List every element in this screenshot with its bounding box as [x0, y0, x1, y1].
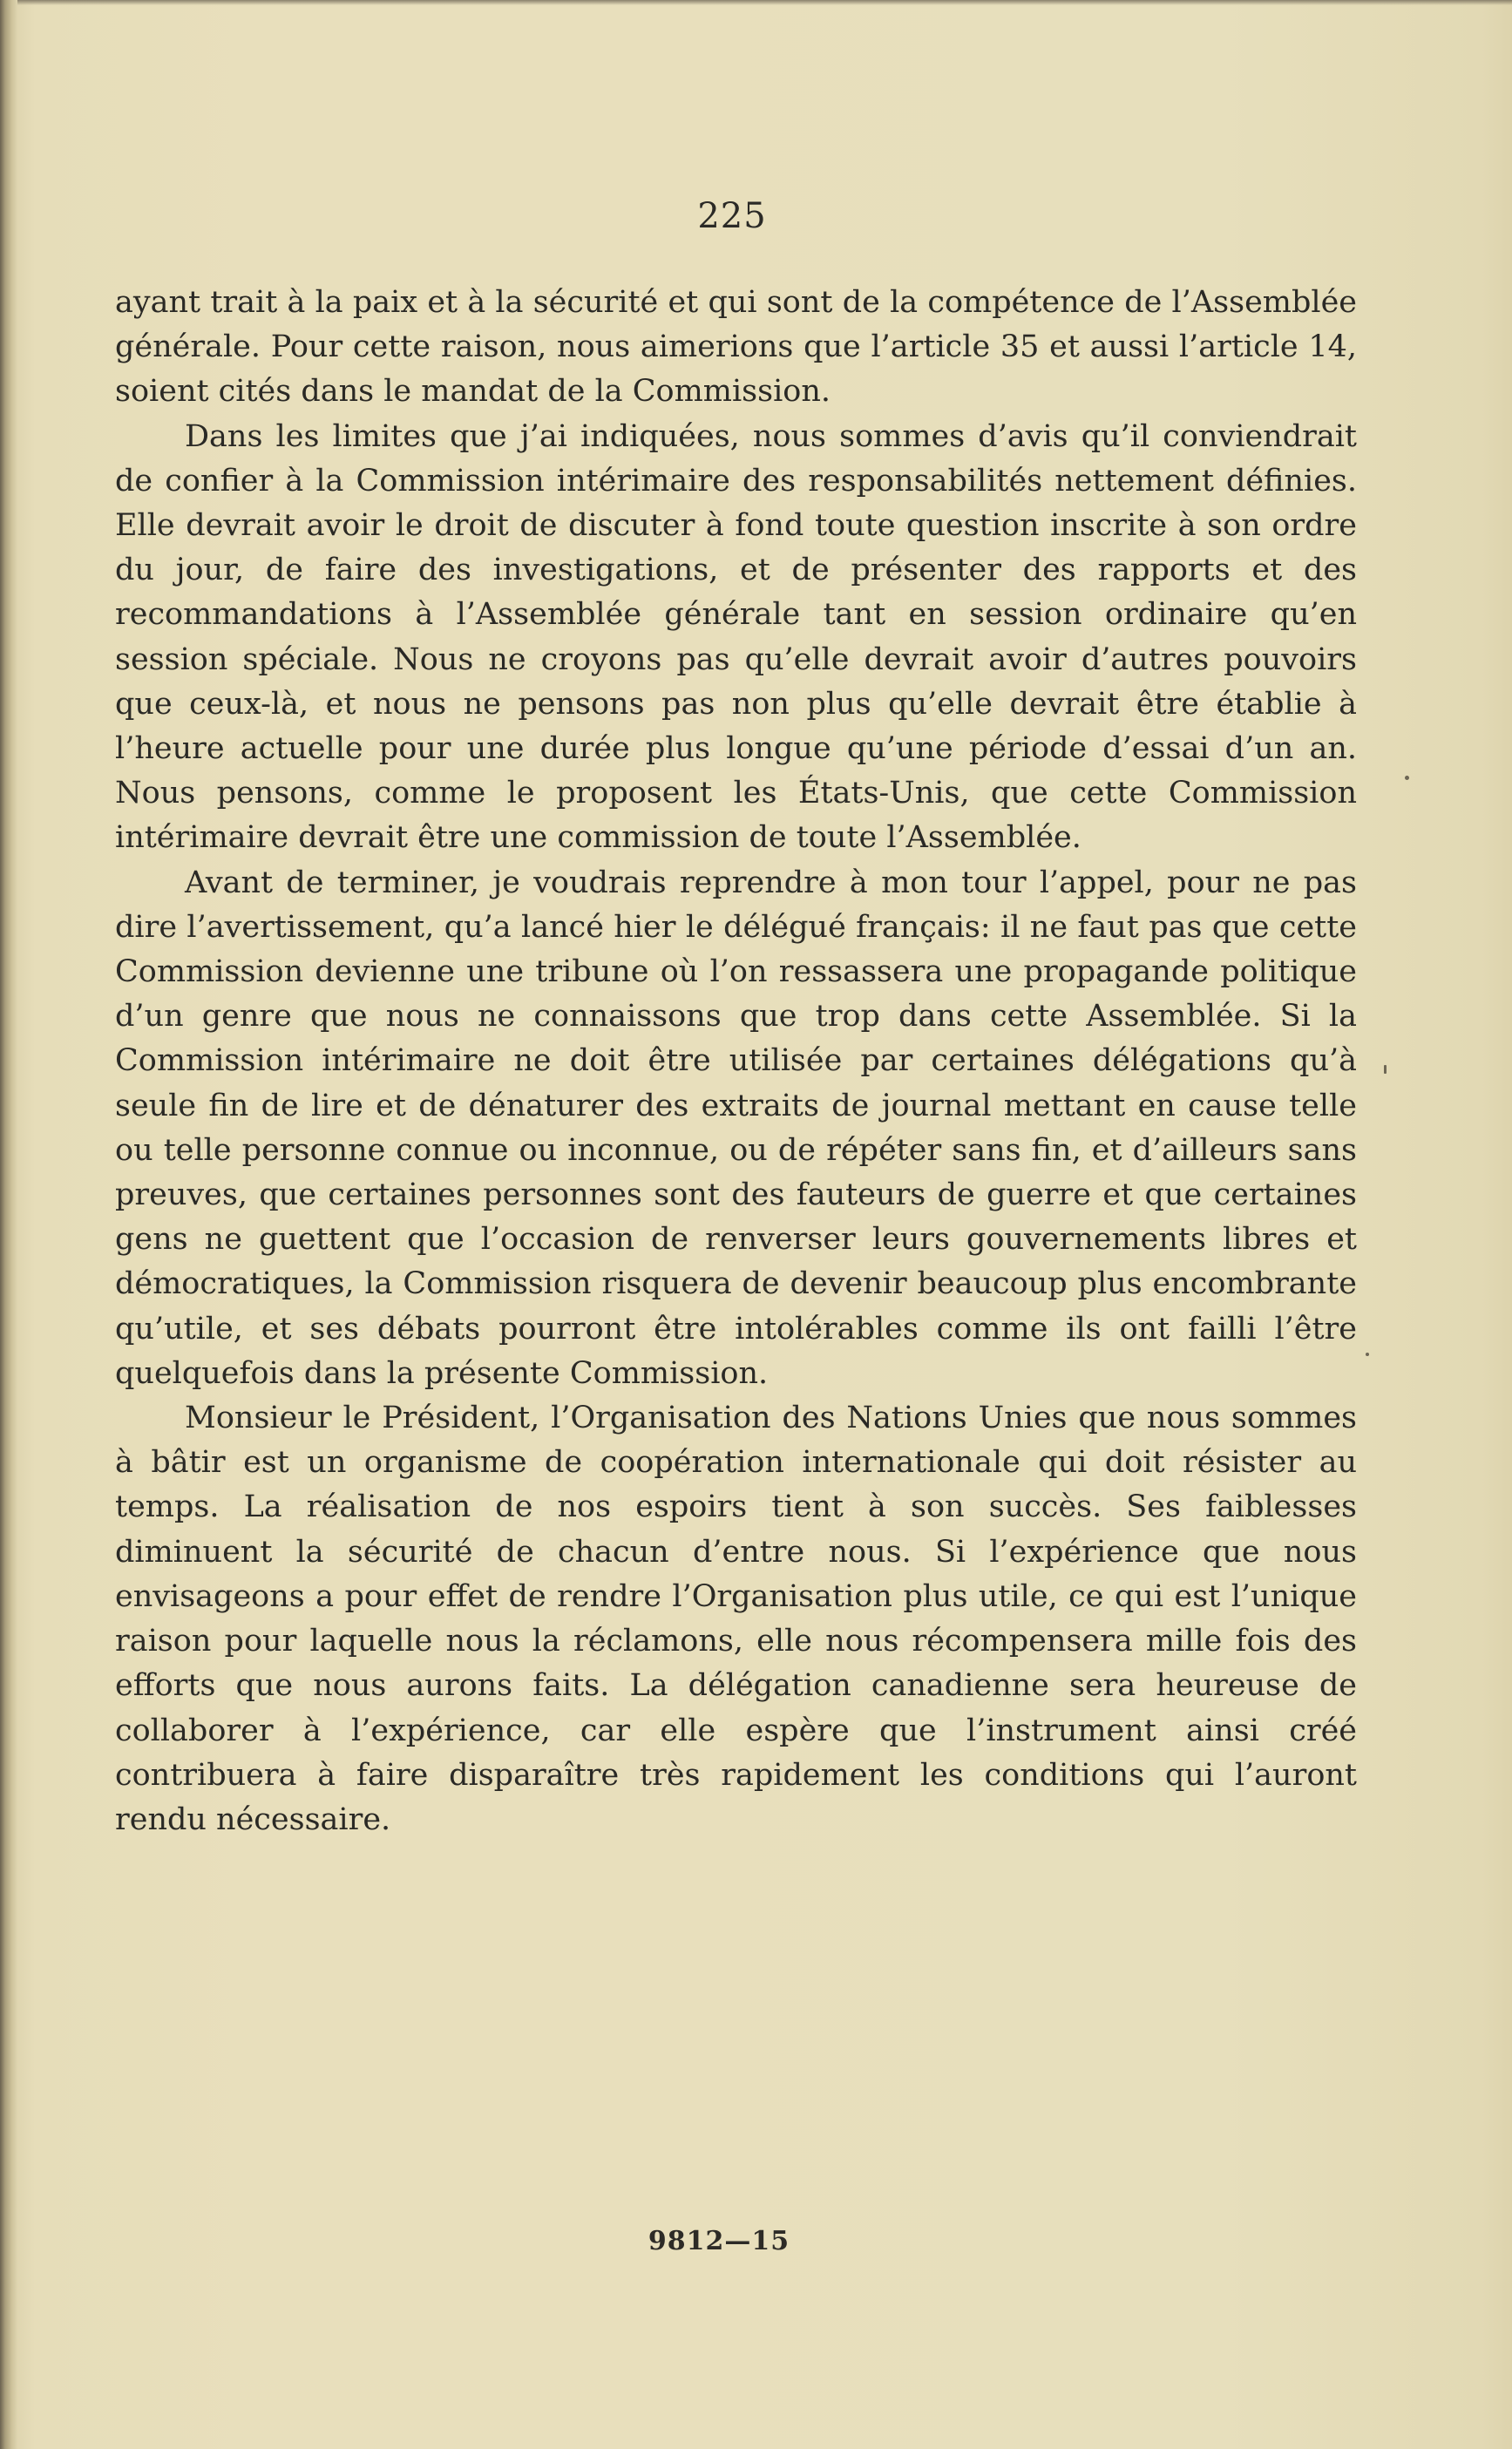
paragraph-1: ayant trait à la paix et à la sécurité et qui sont de la compétence de l’Assemblée générale. Pour cette raison, nous aimerions que l’article 35 et aussi l’article 14, soient cités dans le mandat de la Commission. — [115, 285, 1357, 410]
page-top-edge — [17, 0, 1512, 5]
paper-speck — [1366, 1353, 1369, 1356]
paragraph-4: Monsieur le Président, l’Organisation des Nations Unies que nous sommes à bâtir est un organisme de coopération internationale qui doit résister au temps. La réalisation de nos espoirs tient à son succès. Ses faiblesses diminuent la sécurité de chacun d’entre nous. Si l’expérience que nous envisageons a pour effet de rendre l’Organisation plus utile, ce qui est l’unique raison pour laquelle nous la réclamons, elle nous récompensera mille fois des efforts que nous aurons faits. La délégation canadienne sera heureuse de collaborer à l’expérience, car elle espère que l’instrument ainsi créé contribuera à faire disparaître très rapidement les conditions qui l’auront rendu nécessaire. — [115, 1401, 1357, 1837]
paper-speck — [1384, 1065, 1387, 1074]
body-text — [115, 281, 1357, 1842]
page-number: 225 — [697, 196, 767, 236]
page-binding-edge — [0, 0, 17, 2449]
paper-speck — [1405, 776, 1409, 780]
footer-print-code: 9812—15 — [648, 2226, 790, 2256]
paragraph-2: Dans les limites que j’ai indiquées, nous sommes d’avis qu’il conviendrait de confier à la Commission intérimaire des responsabilités nettement définies. Elle devrait avoir le droit de discuter à fond toute question inscrite à son ordre du jour, de faire des investigations, et de présenter des rapports et des recommandations à l’Assemblée générale tant en session ordinaire qu’en session spéciale. Nous ne croyons pas qu’elle devrait avoir d’autres pouvoirs que ceux-là, et nous ne pensons pas non plus qu’elle devrait être établie à l’heure actuelle pour une durée plus longue qu’une période d’essai d’un an. Nous pensons, comme le proposent les États-Unis, que cette Commission intérimaire devrait être une commission de toute l’Assemblée. — [115, 418, 1357, 856]
paragraph-3: Avant de terminer, je voudrais reprendre à mon tour l’appel, pour ne pas dire l’avertissement, qu’a lancé hier le délégué français: il ne faut pas que cette Commission devienne une tribune où l’on ressassera une propagande politique d’un genre que nous ne connaissons que trop dans cette Assemblée. Si la Commission intérimaire ne doit être utilisée par certaines délégations qu’à seule fin de lire et de dénaturer des extraits de journal mettant en cause telle ou telle personne connue ou inconnue, ou de répéter sans fin, et d’ailleurs sans preuves, que certaines personnes sont des fauteurs de guerre et que certaines gens ne guettent que l’occasion de renverser leurs gouvernements libres et démocratiques, la Commission risquera de devenir beaucoup plus encombrante qu’utile, et ses débats pourront être intolérables comme ils ont failli l’être quelquefois dans la présente Commission. — [115, 865, 1357, 1391]
